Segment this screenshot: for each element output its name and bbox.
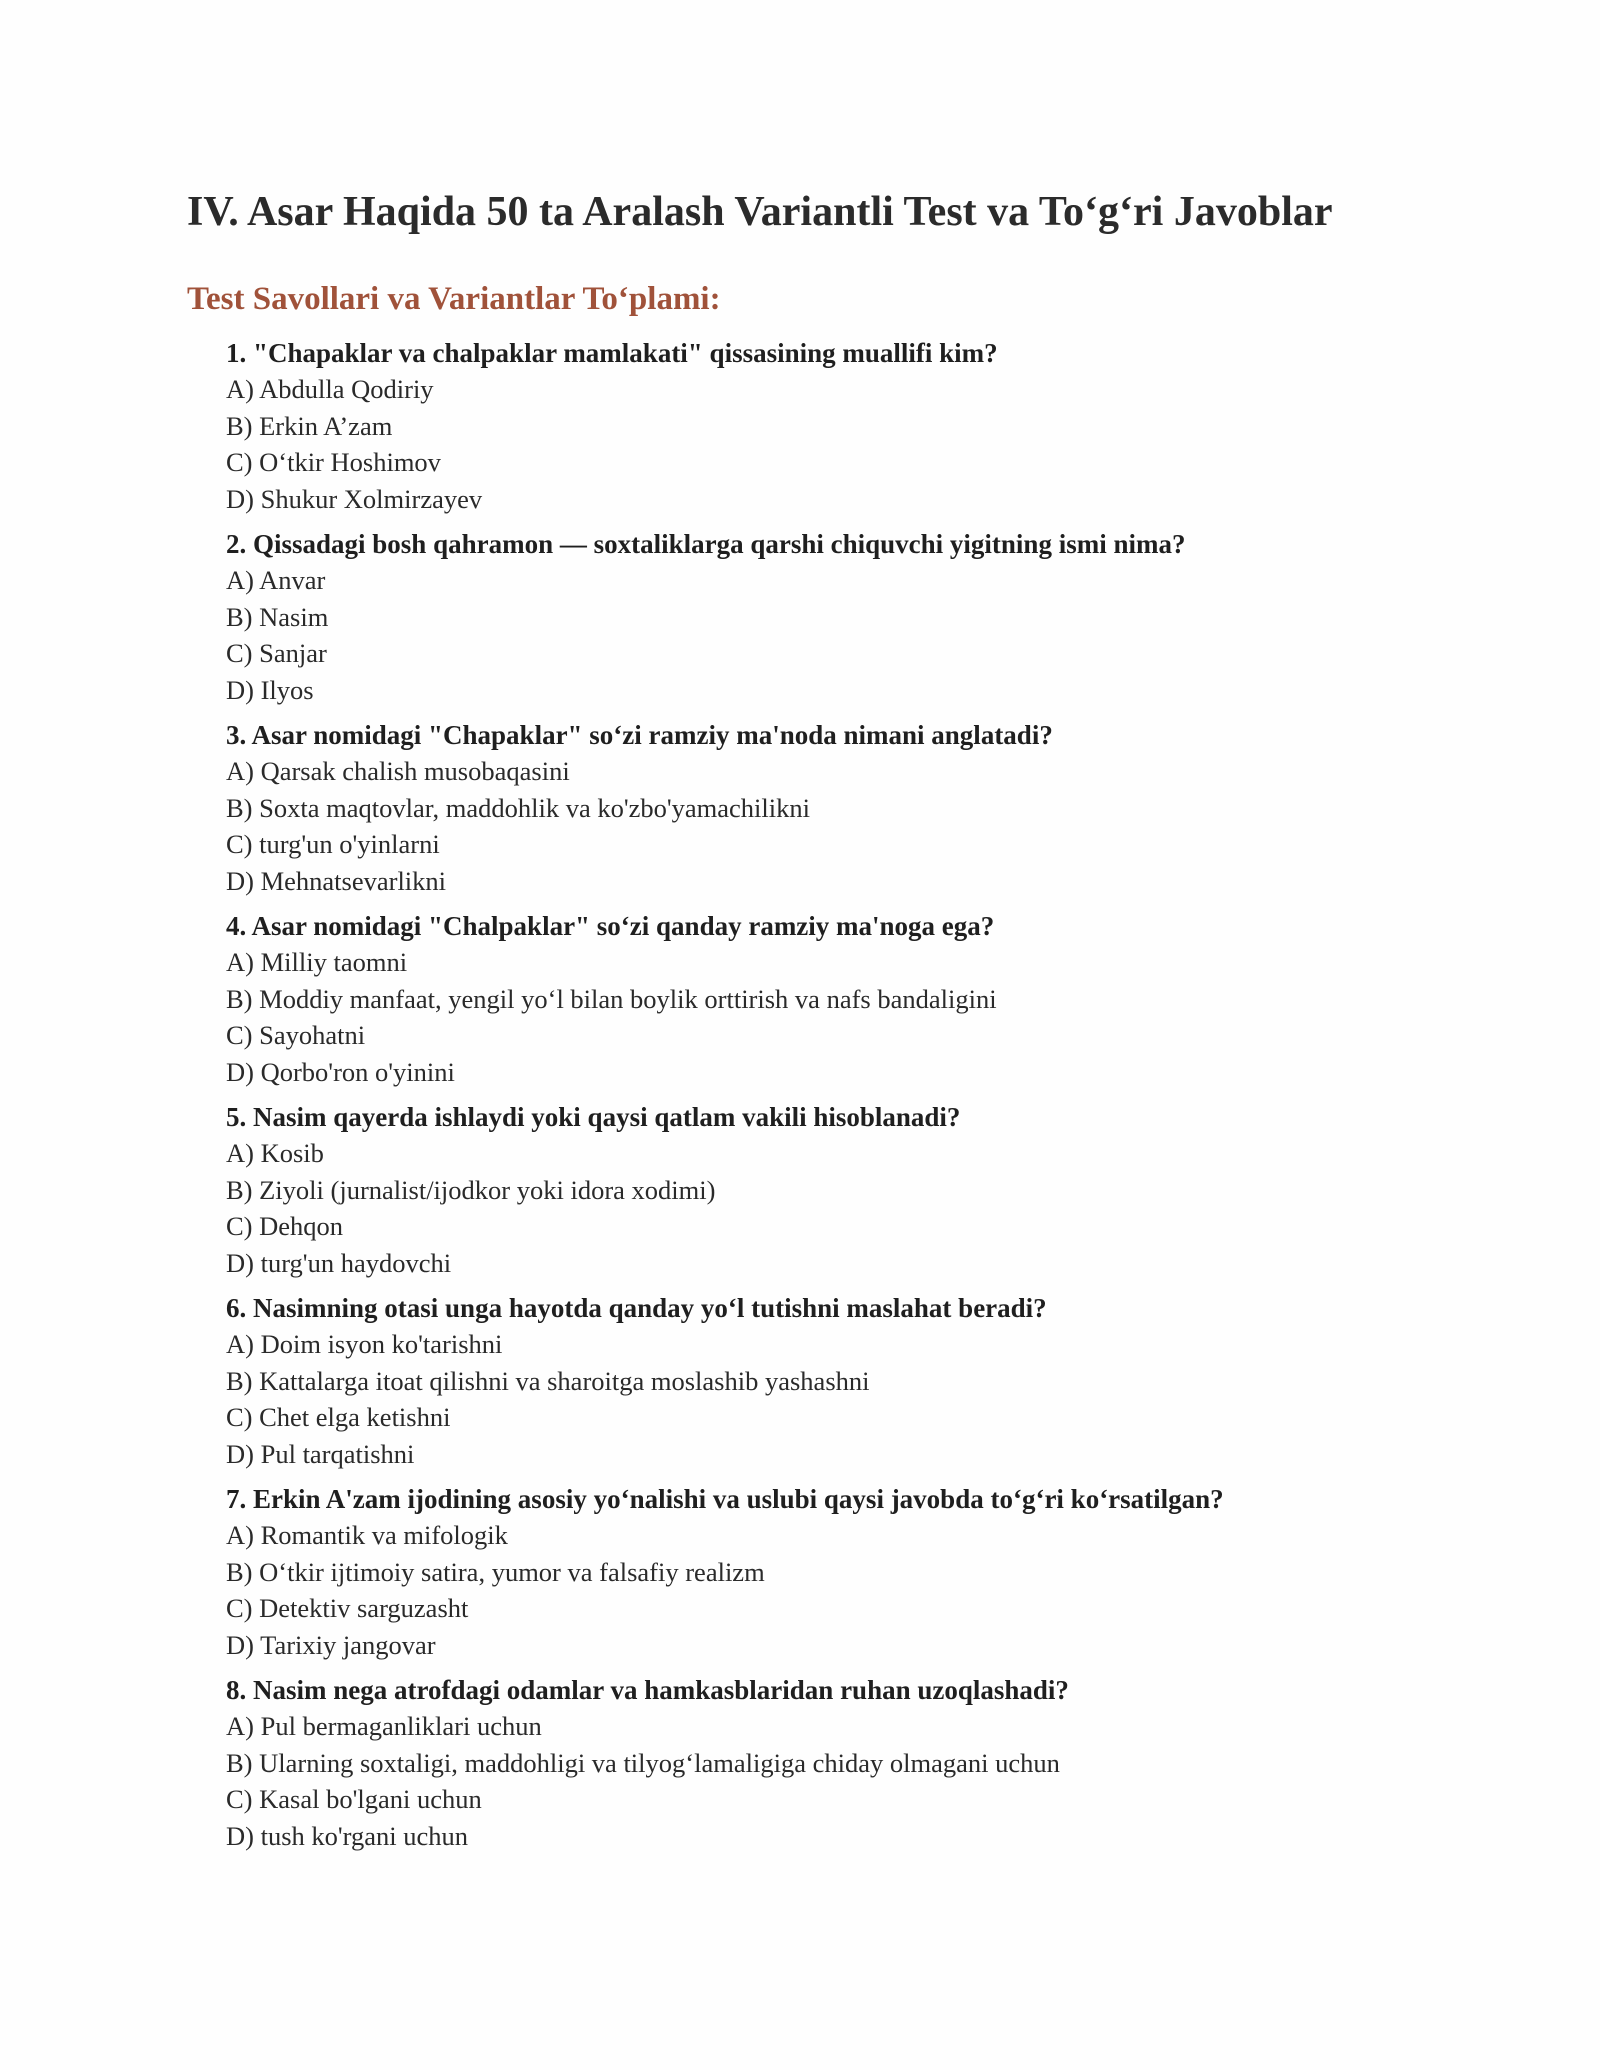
question-text: 6. Nasimning otasi unga hayotda qanday yo‘l tutishni maslahat beradi? — [226, 1293, 1047, 1323]
answer-option: C) Kasal bo'lgani uchun — [226, 1784, 482, 1814]
question-item — [226, 335, 1526, 517]
answer-option: C) Sanjar — [226, 638, 327, 668]
question-item — [226, 717, 1526, 899]
question-item — [226, 526, 1526, 708]
question-list — [226, 335, 1526, 1863]
answer-option: B) Soxta maqtovlar, maddohlik va ko'zbo'yamachilikni — [226, 792, 811, 823]
answer-option: B) O‘tkir ijtimoiy satira, yumor va falsafiy realizm — [226, 1556, 765, 1587]
answer-option: C) Dehqon — [226, 1211, 344, 1241]
answer-option: D) Ilyos — [226, 674, 314, 705]
question-text: 4. Asar nomidagi "Chalpaklar" so‘zi qanday ramziy ma'noga ega? — [226, 911, 995, 941]
question-text: 3. Asar nomidagi "Chapaklar" so‘zi ramziy ma'noda nimani anglatadi? — [226, 720, 1053, 750]
section-title: Test Savollari va Variantlar To‘plami: — [187, 281, 721, 317]
answer-option: A) Kosib — [226, 1138, 324, 1168]
question-item — [226, 1481, 1526, 1663]
answer-option: C) Detektiv sarguzasht — [226, 1593, 469, 1623]
question-item — [226, 1672, 1526, 1854]
answer-option: A) Anvar — [226, 565, 326, 595]
question-text: 8. Nasim nega atrofdagi odamlar va hamkasblaridan ruhan uzoqlashadi? — [226, 1675, 1069, 1705]
question-text: 2. Qissadagi bosh qahramon — soxtaliklarga qarshi chiquvchi yigitning ismi nima? — [226, 529, 1186, 559]
answer-option: D) tush ko'rgani uchun — [226, 1820, 469, 1851]
answer-option: D) Tarixiy jangovar — [226, 1629, 436, 1660]
answer-option: A) Abdulla Qodiriy — [226, 374, 434, 404]
question-item — [226, 1099, 1526, 1281]
answer-option: A) Milliy taomni — [226, 947, 408, 977]
answer-option: D) Shukur Xolmirzayev — [226, 483, 483, 514]
answer-option: A) Doim isyon ko'tarishni — [226, 1329, 503, 1359]
answer-option: A) Pul bermaganliklari uchun — [226, 1711, 542, 1741]
answer-option: B) Kattalarga itoat qilishni va sharoitga moslashib yashashni — [226, 1365, 870, 1396]
answer-option: D) turg'un haydovchi — [226, 1247, 452, 1278]
answer-option: D) Pul tarqatishni — [226, 1438, 415, 1469]
question-text: 1. "Chapaklar va chalpaklar mamlakati" qissasining muallifi kim? — [226, 338, 998, 368]
answer-option: B) Ularning soxtaligi, maddohligi va tilyog‘lamaligiga chiday olmagani uchun — [226, 1747, 1060, 1778]
answer-option: C) Sayohatni — [226, 1020, 366, 1050]
answer-option: B) Ziyoli (jurnalist/ijodkor yoki idora xodimi) — [226, 1174, 716, 1205]
page-title: IV. Asar Haqida 50 ta Aralash Variantli Test va To‘g‘ri Javoblar — [187, 189, 1333, 235]
answer-option: B) Nasim — [226, 601, 329, 632]
answer-option: B) Moddiy manfaat, yengil yo‘l bilan boylik orttirish va nafs bandaligini — [226, 983, 997, 1014]
answer-option: B) Erkin A’zam — [226, 410, 393, 441]
question-text: 5. Nasim qayerda ishlaydi yoki qaysi qatlam vakili hisoblanadi? — [226, 1102, 961, 1132]
answer-option: D) Mehnatsevarlikni — [226, 865, 447, 896]
answer-option: A) Romantik va mifologik — [226, 1520, 508, 1550]
question-item — [226, 908, 1526, 1090]
answer-option: D) Qorbo'ron o'yinini — [226, 1056, 455, 1087]
answer-option: A) Qarsak chalish musobaqasini — [226, 756, 570, 786]
question-item — [226, 1290, 1526, 1472]
answer-option: C) turg'un o'yinlarni — [226, 829, 440, 859]
question-text: 7. Erkin A'zam ijodining asosiy yo‘nalishi va uslubi qaysi javobda to‘g‘ri ko‘rsatilgan? — [226, 1484, 1224, 1514]
answer-option: C) O‘tkir Hoshimov — [226, 447, 441, 477]
answer-option: C) Chet elga ketishni — [226, 1402, 451, 1432]
